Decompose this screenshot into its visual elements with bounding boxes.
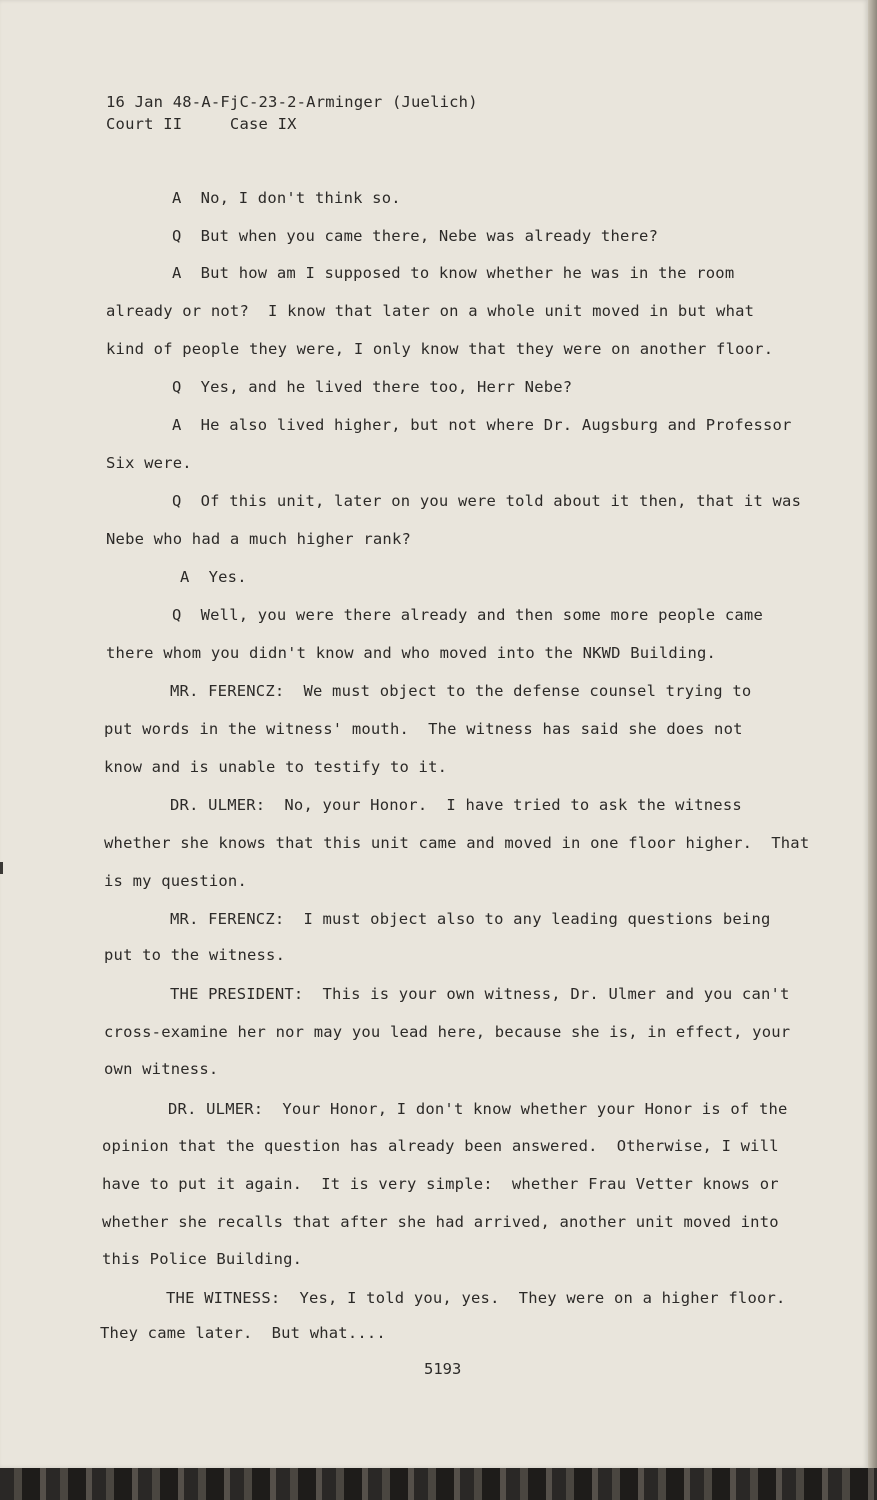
transcript-line: Q But when you came there, Nebe was already there?	[172, 227, 659, 245]
transcript-line: there whom you didn't know and who moved into the NKWD Building.	[106, 644, 717, 662]
transcript-line: THE PRESIDENT: This is your own witness, Dr. Ulmer and you can't	[170, 985, 790, 1003]
transcript-line: A Yes.	[180, 568, 247, 586]
transcript-line: A But how am I supposed to know whether he was in the room	[172, 264, 735, 282]
transcript-line: already or not? I know that later on a whole unit moved in but what	[106, 302, 755, 320]
transcript-line: Six were.	[106, 454, 192, 472]
page-number: 5193	[424, 1360, 462, 1378]
header-line-2: Court II Case IX	[106, 115, 297, 133]
transcript-line: Q Yes, and he lived there too, Herr Nebe?	[172, 378, 573, 396]
transcript-line: own witness.	[104, 1060, 219, 1078]
transcript-line: is my question.	[104, 872, 247, 890]
header-line-1: 16 Jan 48-A-FjC-23-2-Arminger (Juelich)	[106, 93, 478, 111]
transcript-line: They came later. But what....	[100, 1324, 386, 1342]
transcript-line: put to the witness.	[104, 946, 286, 964]
transcript-line: MR. FERENCZ: We must object to the defense counsel trying to	[170, 682, 752, 700]
transcript-line: whether she knows that this unit came and moved in one floor higher. That	[104, 834, 810, 852]
transcript-line: kind of people they were, I only know that they were on another floor.	[106, 340, 774, 358]
transcript-line: put words in the witness' mouth. The witness has said she does not	[104, 720, 743, 738]
transcript-line: opinion that the question has already been answered. Otherwise, I will	[102, 1137, 779, 1155]
transcript-line: A No, I don't think so.	[172, 189, 401, 207]
transcript-line: this Police Building.	[102, 1250, 303, 1268]
transcript-line: Q Of this unit, later on you were told about it then, that it was	[172, 492, 802, 510]
page-edge	[868, 0, 877, 1468]
transcript-line: MR. FERENCZ: I must object also to any leading questions being	[170, 910, 771, 928]
transcript-line: cross-examine her nor may you lead here, because she is, in effect, your	[104, 1023, 791, 1041]
transcript-line: Q Well, you were there already and then some more people came	[172, 606, 763, 624]
scan-border	[0, 1468, 877, 1500]
transcript-line: whether she recalls that after she had arrived, another unit moved into	[102, 1213, 779, 1231]
transcript-line: DR. ULMER: Your Honor, I don't know whether your Honor is of the	[168, 1100, 788, 1118]
transcript-line: Nebe who had a much higher rank?	[106, 530, 412, 548]
transcript-line: DR. ULMER: No, your Honor. I have tried to ask the witness	[170, 796, 742, 814]
transcript-line: have to put it again. It is very simple: whether Frau Vetter knows or	[102, 1175, 779, 1193]
margin-mark	[0, 862, 3, 874]
transcript-line: A He also lived higher, but not where Dr. Augsburg and Professor	[172, 416, 792, 434]
transcript-line: know and is unable to testify to it.	[104, 758, 448, 776]
transcript-line: THE WITNESS: Yes, I told you, yes. They were on a higher floor.	[166, 1289, 786, 1307]
